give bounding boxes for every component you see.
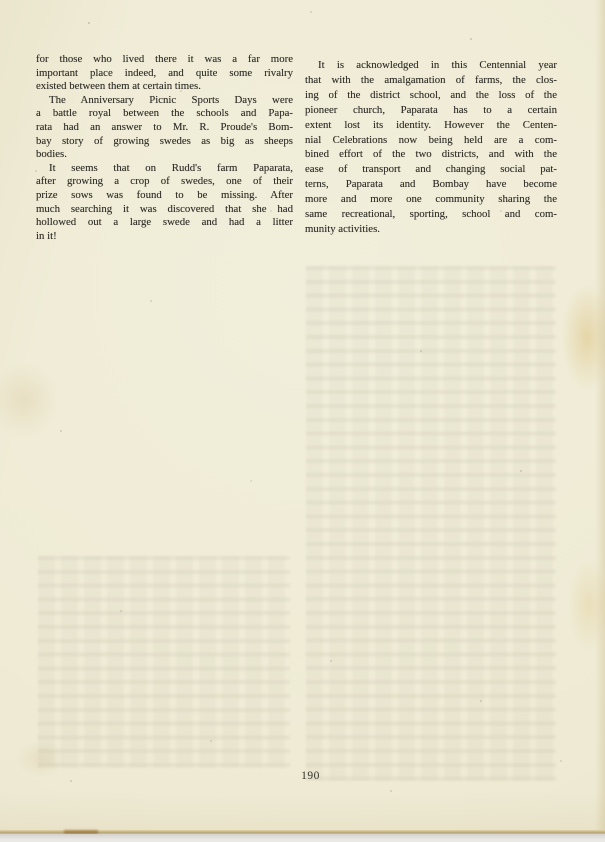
paper-stain xyxy=(551,262,605,412)
text-line: bined effort of the two districts, and with the xyxy=(305,148,557,161)
text-line: rata had an answer to Mr. R. Proude's Bom- xyxy=(36,120,293,133)
text-line: important place indeed, and quite some rivalry xyxy=(36,66,293,79)
text-line: for those who lived there it was a far more xyxy=(36,53,293,65)
text-line: bay story of growing swedes as big as sheeps xyxy=(36,134,293,147)
text-line: terns, Paparata and Bombay have become xyxy=(305,178,557,191)
text-column-right xyxy=(305,58,557,237)
text-line: ease of transport and changing social pat- xyxy=(305,163,557,176)
text-line: hollowed out a large swede and had a litter xyxy=(36,216,293,229)
text-line: a battle royal between the schools and Papa- xyxy=(36,107,293,120)
text-line: munity activities. xyxy=(305,222,380,235)
text-line: pioneer church, Paparata has to a certain xyxy=(305,103,557,116)
text-line: after growing a crop of swedes, one of their xyxy=(36,175,293,188)
showthrough-text-right xyxy=(306,266,556,781)
text-line: prize sows was found to be missing. After xyxy=(36,188,293,201)
scanner-background xyxy=(0,834,605,842)
text-line: much searching it was discovered that she had xyxy=(36,202,293,215)
text-line: bodies. xyxy=(36,148,67,161)
text-line: It seems that on Rudd's farm Paparata, xyxy=(49,161,293,174)
text-line: extent lost its identity. However the Centen- xyxy=(305,118,557,131)
text-line: existed between them at certain times. xyxy=(36,80,201,93)
text-line: The Anniversary Picnic Sports Days were xyxy=(49,93,293,106)
text-line: It is acknowledged in this Centennial year xyxy=(318,59,557,71)
text-line: nial Celebrations now being held are a com- xyxy=(305,133,557,146)
text-line: more and more one community sharing the xyxy=(305,193,557,206)
page-number: 190 xyxy=(301,770,320,782)
text-line: that with the amalgamation of farms, the clos- xyxy=(305,73,557,86)
text-line: same recreational, sporting, school and com- xyxy=(305,208,557,221)
paper-stain xyxy=(559,540,605,670)
showthrough-text-left xyxy=(38,556,290,768)
paper-stain xyxy=(0,345,74,455)
text-column-left xyxy=(36,53,293,243)
paper-speckles xyxy=(0,0,2,2)
text-line: in it! xyxy=(36,229,57,242)
text-line: ing of the district school, and the loss of the xyxy=(305,88,557,101)
